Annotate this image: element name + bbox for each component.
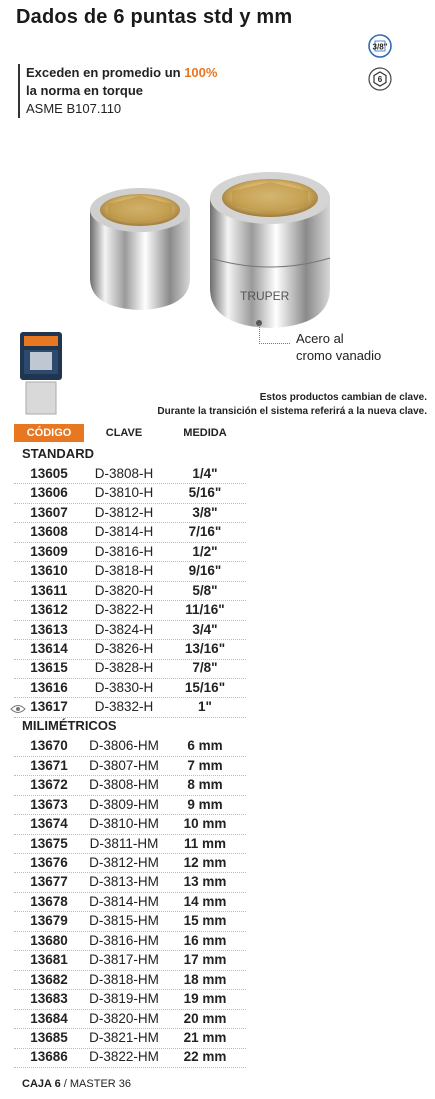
callout-line1: Acero al [296, 331, 344, 346]
cell-clave: D-3810-H [94, 485, 154, 501]
header-medida: MEDIDA [183, 427, 227, 439]
cell-medida: 8 mm [187, 777, 223, 793]
cell-codigo: 13674 [30, 816, 68, 832]
cell-codigo: 13686 [30, 1049, 68, 1065]
cell-codigo: 13609 [30, 543, 68, 559]
cell-clave: D-3832-H [94, 699, 154, 715]
brand-mark: TRUPER [240, 289, 290, 303]
desc-line2: la norma en torque [26, 83, 144, 98]
cell-codigo: 13670 [30, 738, 68, 754]
table-row [14, 1028, 246, 1049]
cell-codigo: 13611 [30, 582, 68, 598]
cell-codigo: 13672 [30, 777, 68, 793]
table-row [14, 891, 246, 912]
table-row [14, 872, 246, 893]
material-callout [296, 330, 381, 364]
drive-size-label: 3/8" [372, 42, 388, 52]
cell-codigo: 13682 [30, 971, 68, 987]
cell-clave: D-3822-H [94, 602, 154, 618]
cell-clave: D-3808-HM [89, 777, 159, 793]
cell-medida: 19 mm [183, 991, 227, 1007]
table-row [14, 600, 246, 621]
cell-codigo: 13679 [30, 913, 68, 929]
cell-codigo: 13606 [30, 485, 68, 501]
table-row [14, 639, 246, 660]
table-row [14, 950, 246, 971]
table-row [14, 541, 246, 562]
cell-clave: D-3820-HM [89, 1010, 159, 1026]
cell-clave: D-3826-H [94, 641, 154, 656]
table-row [14, 969, 246, 990]
cell-codigo: 13615 [30, 660, 68, 676]
cell-clave: D-3817-HM [89, 952, 159, 968]
cell-medida: 6 mm [187, 738, 223, 754]
cell-codigo: 13683 [30, 991, 68, 1007]
cell-codigo: 13608 [30, 524, 68, 540]
callout-line2: cromo vanadio [296, 348, 382, 363]
cell-clave: D-3813-HM [89, 874, 159, 890]
table-row [14, 580, 246, 601]
cell-clave: D-3812-H [94, 504, 154, 520]
table-row [14, 502, 246, 523]
cell-medida: 5/8" [192, 582, 218, 598]
table-row [14, 911, 246, 932]
cell-clave: D-3816-HM [89, 932, 159, 948]
cell-medida: 11 mm [183, 835, 227, 851]
cell-codigo: 13613 [30, 621, 68, 637]
cell-clave: D-3807-HM [89, 757, 159, 773]
cell-clave: D-3818-HM [89, 971, 159, 987]
cell-clave: D-3808-H [94, 465, 154, 481]
cell-clave: D-3810-HM [89, 816, 159, 832]
table-row [14, 775, 246, 796]
desc-line3: ASME B107.110 [26, 101, 122, 116]
cell-clave: D-3814-HM [89, 893, 159, 909]
cell-clave: D-3822-HM [89, 1049, 159, 1065]
table-row [14, 736, 246, 757]
notice-line2: Durante la transición el sistema referirá a la nueva clave. [157, 406, 427, 417]
cell-medida: 7/8" [192, 660, 218, 676]
cell-clave: D-3815-HM [89, 913, 159, 929]
cell-medida: 12 mm [183, 854, 227, 870]
cell-medida: 11/16" [185, 602, 225, 618]
table-row [14, 483, 246, 504]
table-row [14, 522, 246, 543]
cell-medida: 1/4" [192, 465, 218, 481]
cell-medida: 20 mm [183, 1010, 227, 1026]
table-row [14, 1008, 246, 1029]
table-row [14, 794, 246, 815]
table-row [14, 561, 246, 582]
table-row [14, 755, 246, 776]
callout-leader-line [259, 323, 290, 344]
cell-clave: D-3821-HM [89, 1030, 159, 1045]
cell-medida: 3/4" [192, 621, 218, 637]
cell-codigo: 13685 [30, 1030, 68, 1045]
desc-line1: Exceden en promedio un [26, 65, 185, 80]
cell-clave: D-3818-H [94, 563, 154, 579]
table-row [14, 833, 246, 854]
caja-label: CAJA 6 [22, 1078, 61, 1090]
cell-medida: 1/2" [192, 543, 218, 559]
table-row [14, 1047, 246, 1068]
cell-codigo: 13616 [30, 679, 68, 695]
cell-codigo: 13681 [30, 952, 68, 968]
cell-medida: 21 mm [183, 1030, 227, 1045]
table-row [14, 814, 246, 835]
cell-medida: 16 mm [183, 932, 227, 948]
cell-medida: 13 mm [183, 874, 227, 890]
notice-line1: Estos productos cambian de clave. [259, 392, 427, 403]
page-title: Dados de 6 puntas std y mm [16, 6, 293, 28]
cell-codigo: 13676 [30, 854, 68, 870]
cell-medida: 17 mm [183, 952, 227, 968]
table-row [14, 677, 246, 698]
cell-medida: 7 mm [187, 757, 223, 773]
cell-codigo: 13677 [30, 874, 68, 890]
cell-codigo: 13605 [30, 465, 68, 481]
cell-codigo: 13680 [30, 932, 68, 948]
section-heading: STANDARD [22, 446, 94, 461]
cell-codigo: 13673 [30, 796, 68, 812]
cell-medida: 15 mm [183, 913, 227, 929]
cell-clave: D-3820-H [94, 582, 154, 598]
cell-codigo: 13614 [30, 641, 68, 656]
cell-codigo: 13610 [30, 563, 68, 579]
table-row [14, 697, 246, 718]
cell-codigo: 13675 [30, 835, 68, 851]
header-codigo: CÓDIGO [26, 427, 72, 439]
cell-codigo: 13617 [30, 699, 68, 715]
cell-medida: 15/16" [184, 679, 226, 695]
cell-clave: D-3819-HM [89, 991, 159, 1007]
cell-clave: D-3811-HM [89, 835, 159, 851]
cell-clave: D-3812-HM [89, 854, 159, 870]
section-heading: MILIMÉTRICOS [22, 718, 117, 734]
cell-medida: 18 mm [183, 971, 227, 987]
hexagon-6-points-icon [368, 67, 392, 91]
header-clave: CLAVE [105, 427, 143, 439]
master-label: / MASTER 36 [63, 1078, 132, 1090]
cell-medida: 5/16" [188, 485, 222, 501]
cell-codigo: 13684 [30, 1010, 68, 1026]
cell-clave: D-3830-H [94, 679, 154, 695]
package-thumbnail [18, 330, 64, 416]
feature-description [18, 64, 217, 118]
table-row [14, 658, 246, 679]
desc-highlight: 100% [184, 65, 218, 80]
cell-medida: 9 mm [187, 796, 223, 812]
cell-medida: 22 mm [183, 1049, 227, 1065]
table-header [14, 424, 246, 442]
cell-medida: 10 mm [183, 816, 227, 832]
cell-medida: 14 mm [183, 893, 227, 909]
packaging-info [22, 1078, 131, 1090]
socket-product-image [80, 158, 340, 330]
table-row [14, 619, 246, 640]
cell-codigo: 13678 [30, 893, 68, 909]
cell-medida: 3/8" [192, 504, 218, 520]
cell-medida: 13/16" [184, 641, 226, 656]
table-row [14, 930, 246, 951]
eye-icon [10, 702, 26, 712]
table-row [14, 463, 246, 484]
key-change-notice [157, 391, 427, 419]
cell-clave: D-3809-HM [89, 796, 159, 812]
cell-medida: 1" [198, 699, 212, 715]
cell-clave: D-3806-HM [89, 738, 159, 754]
table-row [14, 852, 246, 873]
cell-clave: D-3814-H [94, 524, 154, 540]
drive-size-icon [368, 34, 392, 58]
cell-medida: 7/16" [188, 524, 222, 540]
cell-codigo: 13612 [30, 602, 68, 618]
cell-clave: D-3824-H [94, 621, 154, 637]
cell-codigo: 13607 [30, 504, 68, 520]
hex-points-label: 6 [377, 75, 383, 84]
table-row [14, 989, 246, 1010]
cell-clave: D-3828-H [94, 660, 154, 676]
cell-medida: 9/16" [188, 563, 222, 579]
cell-codigo: 13671 [30, 757, 68, 773]
cell-clave: D-3816-H [94, 543, 154, 559]
